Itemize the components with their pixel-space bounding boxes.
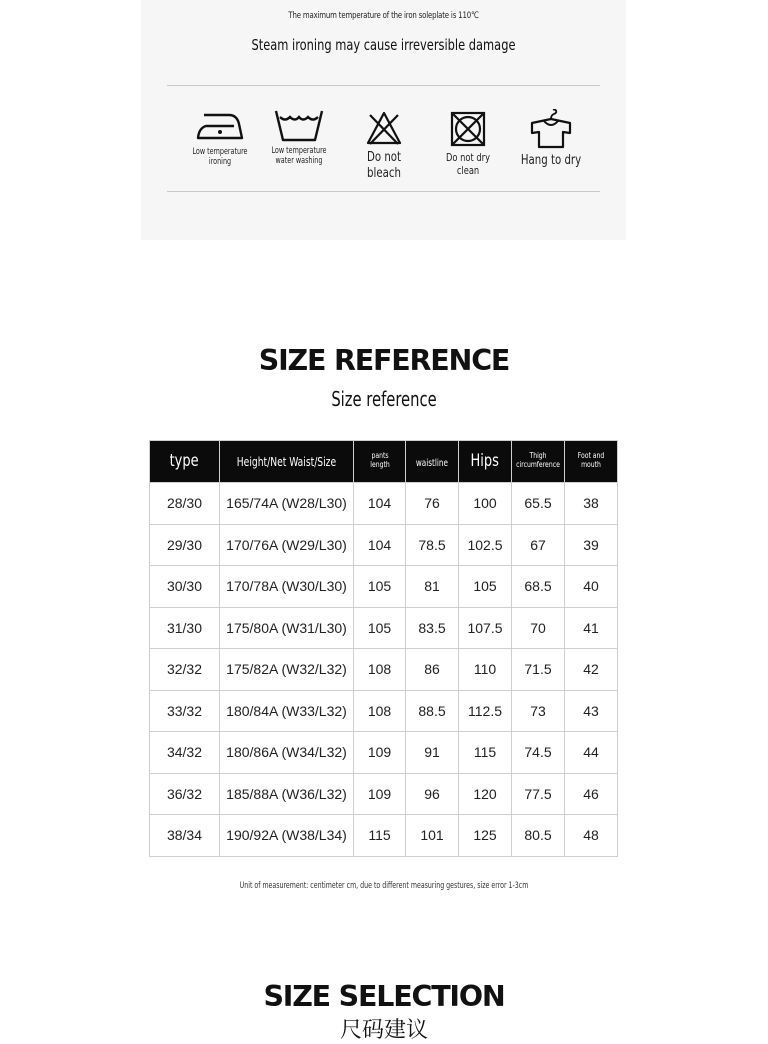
table-cell: 28/30 [150,483,220,525]
column-header-foot-and-mouth: Foot and mouth [565,441,618,483]
care-instructions-panel [141,0,626,240]
table-cell: 105 [354,607,406,649]
table-cell: 108 [354,649,406,691]
column-header-height-waist-size: Height/Net Waist/Size [220,441,354,483]
table-row [150,690,618,732]
table-cell: 31/30 [150,607,220,649]
table-row [150,732,618,774]
care-item-low-temp-washing [261,107,337,167]
column-header-thigh-circumference: Thigh circumference [512,441,565,483]
table-cell: 190/92A (W38/L34) [220,815,354,857]
table-cell: 101 [406,815,459,857]
care-label: Low temperature water washing [271,146,327,166]
table-cell: 110 [459,649,512,691]
care-item-hang-to-dry [513,109,589,169]
table-cell: 30/30 [150,566,220,608]
table-cell: 70 [512,607,565,649]
column-header-hips: Hips [459,441,512,483]
table-cell: 65.5 [512,483,565,525]
table-cell: 44 [565,732,618,774]
table-row [150,607,618,649]
table-cell: 175/82A (W32/L32) [220,649,354,691]
care-item-low-temp-ironing [181,106,259,168]
table-cell: 86 [406,649,459,691]
table-cell: 40 [565,566,618,608]
table-cell: 180/84A (W33/L32) [220,690,354,732]
care-item-do-not-dry-clean [429,110,507,177]
divider-bottom [167,191,600,192]
table-cell: 88.5 [406,690,459,732]
table-cell: 33/32 [150,690,220,732]
table-cell: 74.5 [512,732,565,774]
table-cell: 105 [459,566,512,608]
table-cell: 108 [354,690,406,732]
measurement-unit-note: Unit of measurement: centimeter cm, due to different measuring gestures, size error 1-3cm [239,881,529,891]
table-cell: 165/74A (W28/L30) [220,483,354,525]
table-cell: 76 [406,483,459,525]
table-cell: 32/32 [150,649,220,691]
size-reference-title: SIZE REFERENCE [258,344,510,377]
table-cell: 71.5 [512,649,565,691]
table-cell: 46 [565,773,618,815]
size-selection-title: SIZE SELECTION [263,980,505,1013]
column-header-pants-length: pants length [354,441,406,483]
table-row [150,649,618,691]
table-cell: 41 [565,607,618,649]
wash-tub-icon [274,107,324,143]
table-cell: 34/32 [150,732,220,774]
table-cell: 42 [565,649,618,691]
table-cell: 80.5 [512,815,565,857]
table-cell: 170/78A (W30/L30) [220,566,354,608]
table-cell: 38 [565,483,618,525]
care-item-do-not-bleach [345,110,423,181]
care-label: Hang to dry [520,152,582,168]
table-header-row [150,441,618,483]
table-cell: 67 [512,524,565,566]
table-cell: 77.5 [512,773,565,815]
table-cell: 109 [354,732,406,774]
table-row [150,815,618,857]
table-cell: 115 [354,815,406,857]
hang-dry-icon [530,109,572,149]
iron-temperature-note: The maximum temperature of the iron soleplate is 110℃ [288,11,479,21]
table-cell: 91 [406,732,459,774]
table-cell: 39 [565,524,618,566]
table-cell: 180/86A (W34/L32) [220,732,354,774]
table-cell: 120 [459,773,512,815]
column-header-waistline: waistline [406,441,459,483]
care-label: Low temperature ironing [192,147,248,167]
size-selection-subtitle: 尺码建议 [339,1018,428,1043]
no-bleach-icon [365,110,403,146]
table-cell: 100 [459,483,512,525]
size-table [149,440,618,857]
table-cell: 112.5 [459,690,512,732]
table-row [150,524,618,566]
table-cell: 175/80A (W31/L30) [220,607,354,649]
size-table-body [150,483,618,857]
table-cell: 29/30 [150,524,220,566]
table-cell: 104 [354,524,406,566]
table-cell: 115 [459,732,512,774]
table-cell: 96 [406,773,459,815]
divider-top [167,85,600,86]
table-cell: 104 [354,483,406,525]
care-label: Do not bleach [366,149,402,181]
steam-warning: Steam ironing may cause irreversible damage [251,36,516,54]
table-cell: 83.5 [406,607,459,649]
table-cell: 43 [565,690,618,732]
table-cell: 68.5 [512,566,565,608]
table-cell: 36/32 [150,773,220,815]
table-cell: 48 [565,815,618,857]
table-cell: 105 [354,566,406,608]
column-header-type: type [150,441,220,483]
table-cell: 38/34 [150,815,220,857]
table-cell: 81 [406,566,459,608]
table-row [150,483,618,525]
care-label: Do not dry clean [446,151,490,177]
table-cell: 102.5 [459,524,512,566]
table-cell: 185/88A (W36/L32) [220,773,354,815]
table-cell: 170/76A (W29/L30) [220,524,354,566]
table-cell: 125 [459,815,512,857]
table-cell: 107.5 [459,607,512,649]
table-cell: 109 [354,773,406,815]
table-cell: 78.5 [406,524,459,566]
table-row [150,566,618,608]
table-row [150,773,618,815]
size-reference-subtitle: Size reference [331,387,437,411]
iron-low-temp-icon [196,106,244,144]
table-cell: 73 [512,690,565,732]
no-dry-clean-icon [449,110,487,148]
